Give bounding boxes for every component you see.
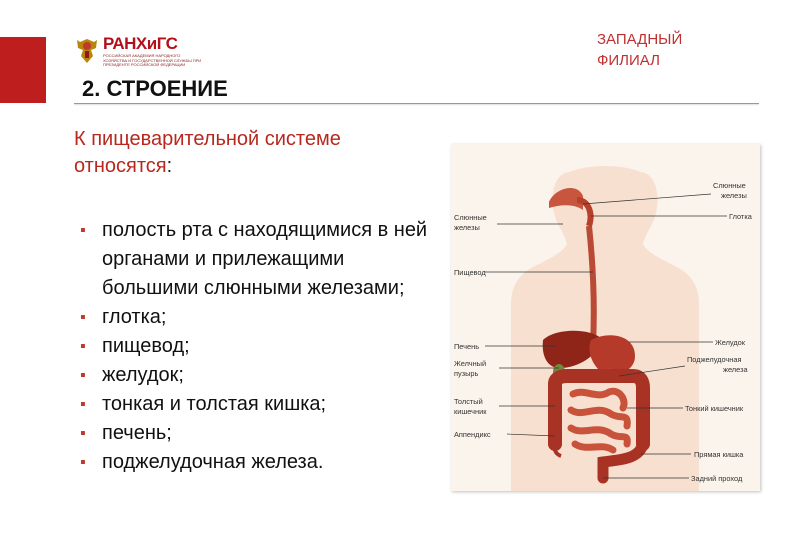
- bullet-marker: ▪: [80, 454, 86, 471]
- anatomy-diagram: [451, 144, 760, 491]
- logo-subtitle: РОССИЙСКАЯ АКАДЕМИЯ НАРОДНОГО ХОЗЯЙСТВА И ГОСУДАРСТВЕННОЙ СЛУЖБЫ ПРИ ПРЕЗИДЕНТЕ РОССИЙСКОЙ ФЕДЕРАЦИИ: [103, 53, 202, 67]
- label-pancreas-2: железа: [723, 365, 748, 374]
- eagle-emblem-icon: [74, 36, 100, 66]
- branch-name: [597, 29, 682, 71]
- digestive-system-figure: [451, 144, 760, 491]
- label-small-intestine: Тонкий кишечник: [685, 404, 744, 413]
- intro-colon: :: [166, 155, 173, 177]
- bullet-marker: ▪: [80, 338, 86, 355]
- intro-body: К пищеварительной системе относятся: [74, 128, 341, 177]
- ranepa-logo: [74, 34, 214, 68]
- organ-list: [78, 216, 438, 477]
- label-rectum: Прямая кишка: [694, 450, 744, 459]
- label-colon: Толстый: [454, 397, 483, 406]
- bullet-marker: ▪: [80, 309, 86, 326]
- title-divider: [74, 103, 759, 104]
- label-salivary-right: Слюнные: [713, 181, 746, 190]
- bullet-marker: ▪: [80, 367, 86, 384]
- list-item: ▪ желудок;: [78, 361, 438, 390]
- list-item: ▪ тонкая и толстая кишка;: [78, 390, 438, 419]
- label-esophagus: Пищевод: [454, 268, 486, 277]
- list-item: ▪ печень;: [78, 419, 438, 448]
- list-item: ▪ глотка;: [78, 303, 438, 332]
- label-appendix: Аппендикс: [454, 430, 491, 439]
- label-salivary-left: Слюнные: [454, 213, 487, 222]
- label-liver: Печень: [454, 342, 480, 351]
- list-item: ▪ поджелудочная железа.: [78, 448, 438, 477]
- branch-line-2: ФИЛИАЛ: [597, 52, 660, 69]
- body-silhouette: [511, 166, 699, 491]
- bullet-marker: ▪: [80, 396, 86, 413]
- list-item: ▪ полость рта с находящимися в ней органами и прилежащими большими слюнными железами;: [78, 216, 438, 303]
- label-gallbladder-2: пузырь: [454, 369, 479, 378]
- list-item: ▪ пищевод;: [78, 332, 438, 361]
- bullet-marker: ▪: [80, 425, 86, 442]
- label-anus: Задний проход: [691, 474, 743, 483]
- label-salivary-right-2: железы: [721, 191, 747, 200]
- red-accent-tab: [0, 37, 46, 103]
- label-pharynx: Глотка: [729, 212, 752, 221]
- branch-line-1: ЗАПАДНЫЙ: [597, 31, 683, 48]
- label-stomach: Желудок: [715, 338, 746, 347]
- intro-text: [74, 126, 434, 180]
- label-pancreas: Поджелудочная: [687, 355, 742, 364]
- bullet-marker: ▪: [80, 222, 86, 239]
- label-gallbladder: Желчный: [454, 359, 487, 368]
- logo-name: РАНХиГС: [103, 34, 178, 53]
- slide-title: 2. СТРОЕНИЕ: [82, 76, 228, 101]
- label-salivary-left-2: железы: [454, 223, 480, 232]
- label-colon-2: кишечник: [454, 407, 487, 416]
